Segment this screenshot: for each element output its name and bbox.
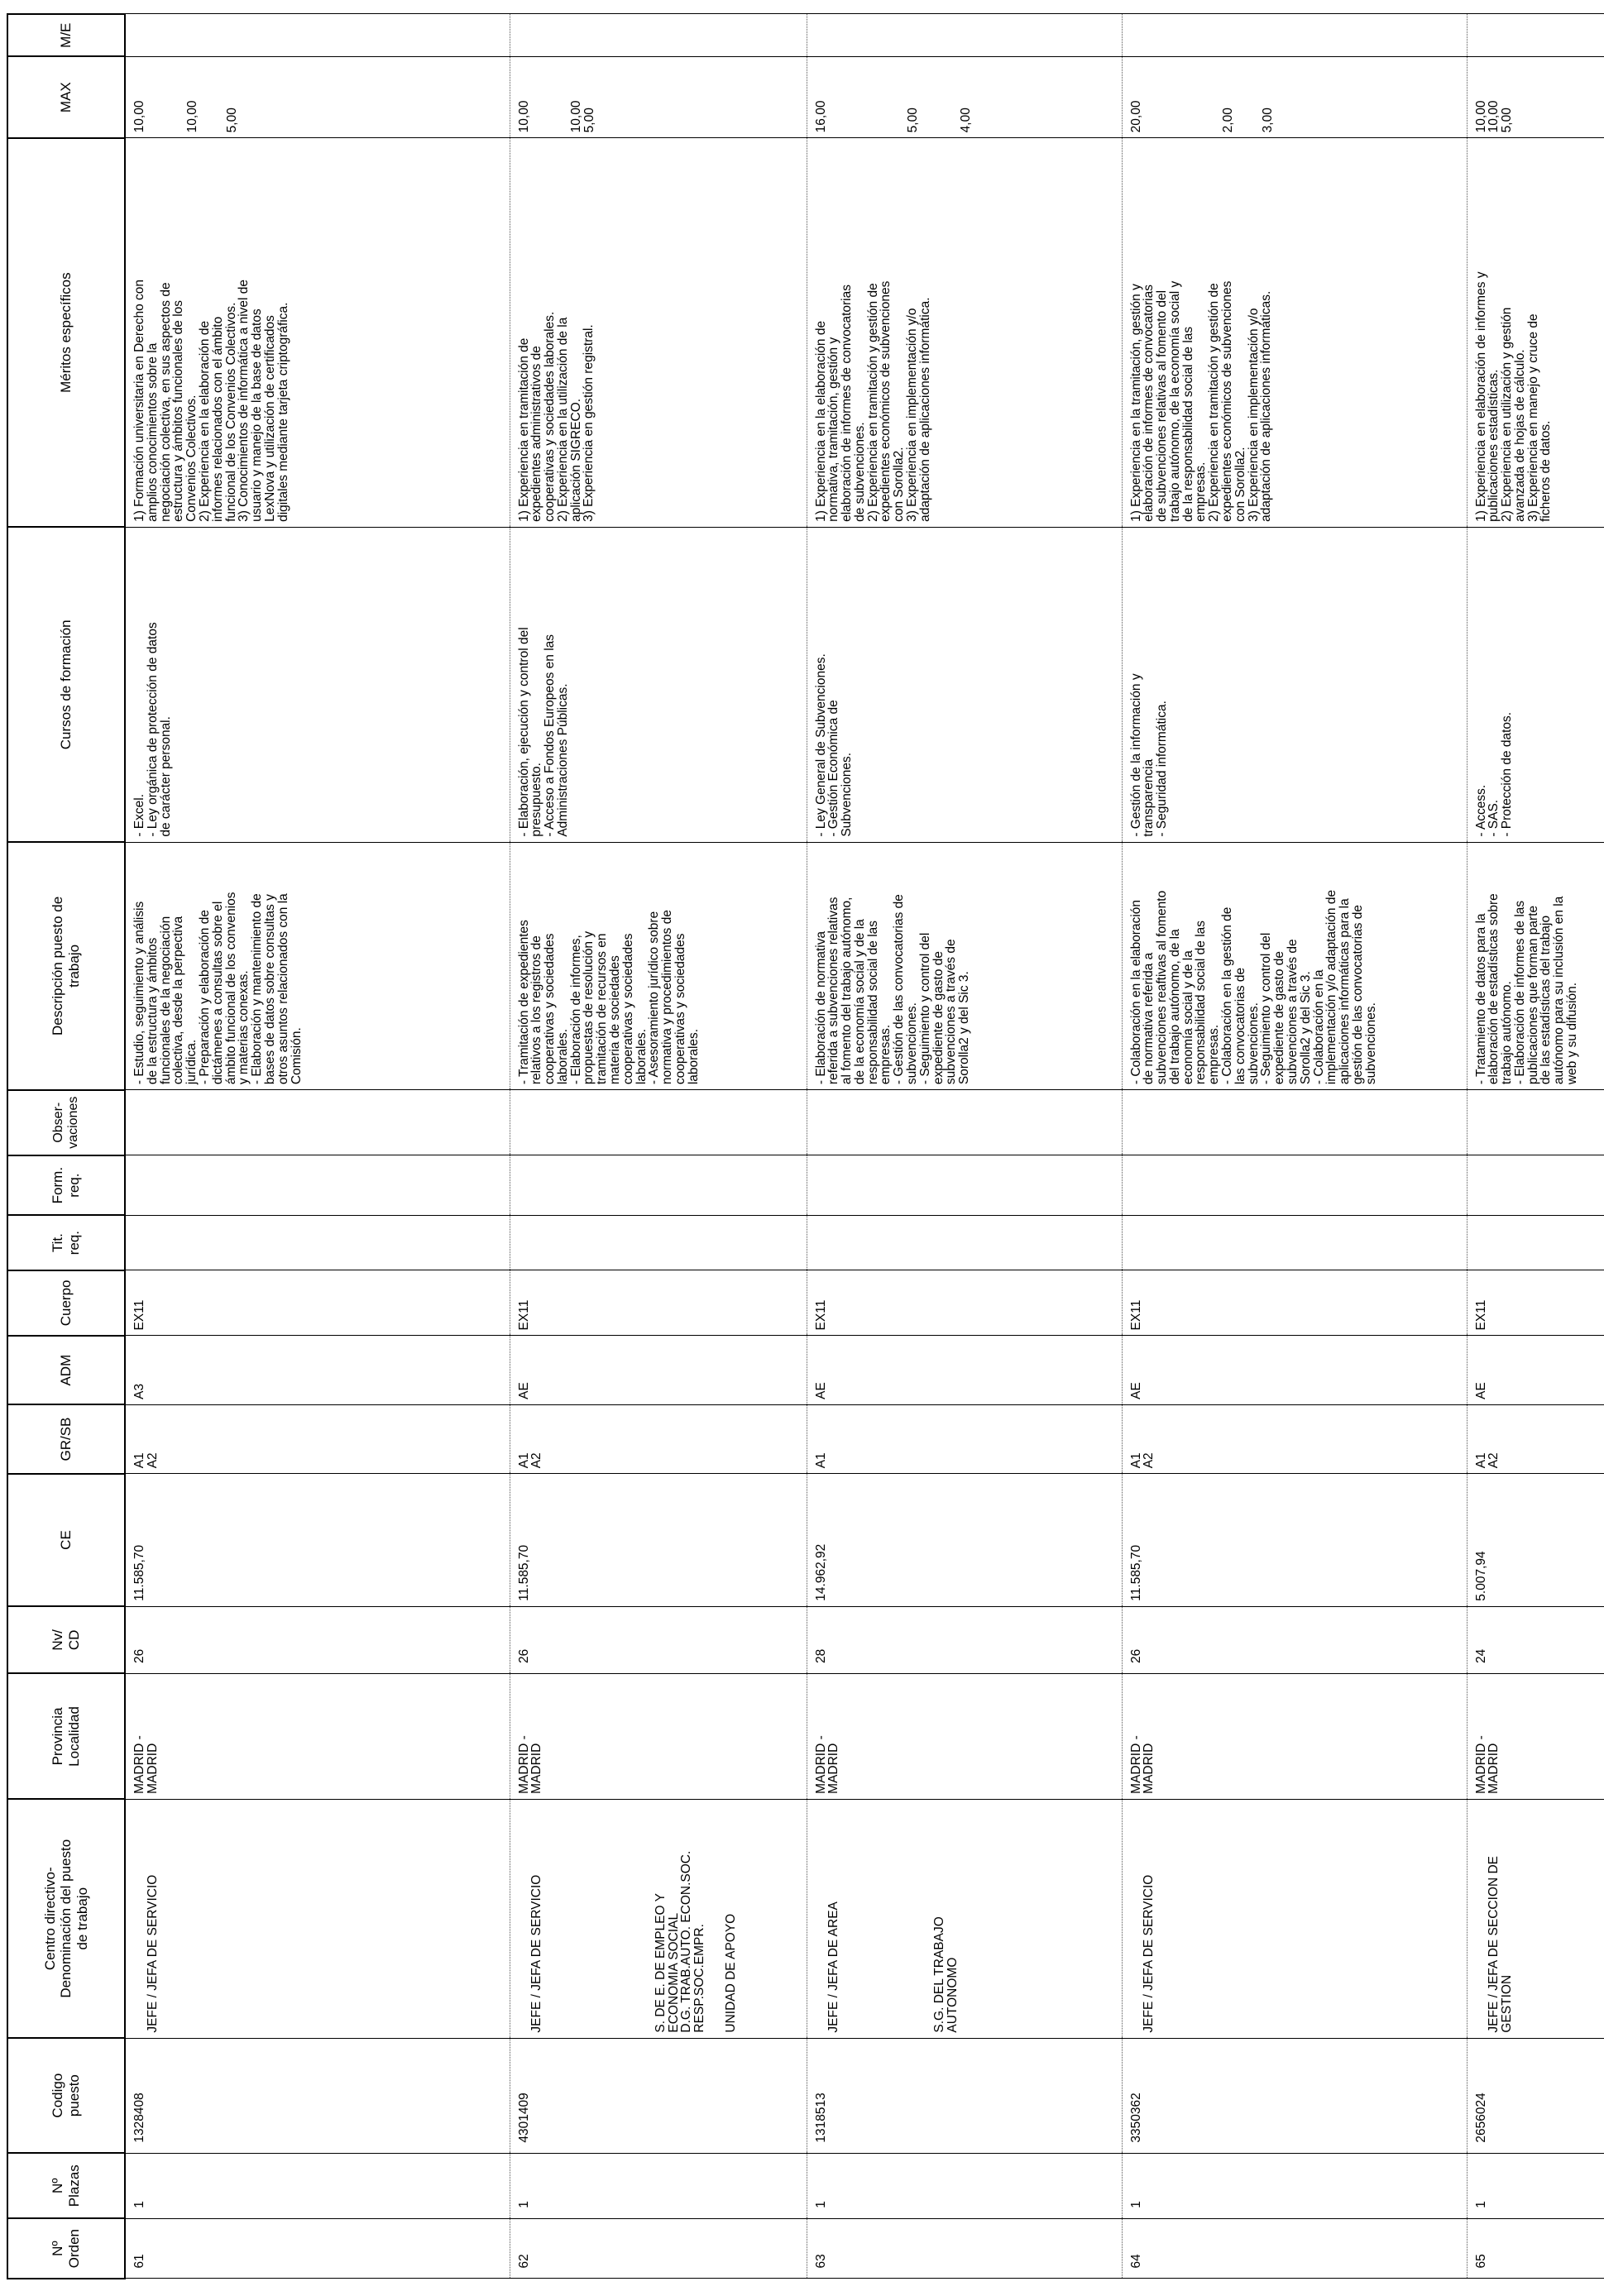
orden-cell: 61 [125,2218,510,2279]
header-adm: ADM [7,1336,125,1404]
obs-cell [807,1090,1122,1155]
plazas-cell: 1 [807,2153,1122,2218]
cursos-cell: - Ley General de Subvenciones. - Gestión Económica de Subvenciones. [807,527,1122,842]
tit-cell [1467,1216,1604,1270]
nivel-cell: 26 [125,1606,510,1673]
descripcion-cell: - Tratamiento de datos para la elaboración de estadísticas sobre trabajo autónomo. - Elaboración de informes de las publicaciones que forman parte de las estadísticas del trabajo autónomo para su inclusión en la web y su difusión. [1467,842,1604,1089]
header-cuerpo: Cuerpo [7,1270,125,1336]
table-row [125,14,510,2279]
header-max: MAX [7,56,125,137]
max-value: 5,00 [582,108,597,133]
orden-cell: 65 [1467,2218,1604,2279]
plazas-cell: 1 [1122,2153,1467,2218]
table-row [1467,14,1604,2279]
ce-cell: 11.585,70 [1122,1474,1467,1606]
job-positions-table [7,13,1604,2279]
puesto-denominacion: JEFE / JEFA DE SECCION DE GESTION [1487,1856,1515,2033]
meritos-cell: 1) Formación universitaria en Derecho con amplios conocimientos sobre la negociación colectiva, en sus aspectos de estructura y ámbitos funcionales de los Convenios Colectivos. 2) Experiencia en la elaboración de informes relacionados con el ámbito funcional de los Convenios Colectivos. 3) Conocimientos de informática a nivel de usuario y manejo de la base de datos LexNova y utilización de certificados digitales mediante tarjeta criptográfica. [125,138,510,528]
centro-cell [510,1799,807,2038]
meritos-cell: 1) Experiencia en tramitación de expedientes administrativos de cooperativas y sociedades laborales. 2) Experiencia en la utilización de la aplicación SIGRECO. 3) Experiencia en gestión registral. [510,138,807,528]
meritos-cell: 1) Experiencia en elaboración de informes y publicaciones estadísticas. 2) Experiencia en utilización y gestión avanzada de hojas de cálculo. 3) Experiencia en manejo y cruce de ficheros de datos. [1467,138,1604,528]
max-cell [510,56,807,137]
puesto-denominacion: JEFE / JEFA DE AREA [826,1901,841,2033]
obs-cell [1122,1090,1467,1155]
meritos-cell: 1) Experiencia en la tramitación, gestión y elaboración de informes de convocatorias de subvenciones relativas al fomento del trabajo autónomo, de la economía social y de la responsabilidad social de las empresas. 2) Experiencia en tramitación y gestión de expedientes económicos de subvenciones con Sorolla2. 3) Experiencia en implementación y/o adaptación de aplicaciones informáticas. [1122,138,1467,528]
obs-cell [510,1090,807,1155]
max-cell [1122,56,1467,137]
unidad-label: S. DE E. DE EMPLEO Y ECONOMIA SOCIAL D.G. TRAB.AUTO. ECON.SOC. RESP.SOC.EMPR. [653,1850,707,2033]
cuerpo-cell: EX11 [1467,1270,1604,1336]
provincia-cell: MADRID - MADRID [1467,1673,1604,1799]
descripcion-cell: - Colaboración en la elaboración de normativa referida a subvenciones reaftivas al fomento del trabajo autónomo, de la economía social y de la responsabilidad social de las empresas. - Colaboración en la gestión de las convocatorias de subvenciones. - Seguimiento y control del expediente de gasto de subvenciones a través de Sorolla2 y del Sic 3. - Colaboración en la implementación y/o adaptación de aplicaciones informáticas para la gestión de las convocatorias de subvenciones. [1122,842,1467,1089]
cursos-cell: - Access. - SAS. - Protección de datos. [1467,527,1604,842]
descripcion-cell: - Elaboración de normativa referida a subvenciones relativas al fomento del trabajo autónomo, de la economía social y de la responsabilidad social de las empresas. - Gestión de las convocatorias de subvenciones. - Seguimiento y control del expediente de gasto de subvenciones a través de Sorolla2 y del Sic 3. [807,842,1122,1089]
adm-cell: AE [510,1336,807,1404]
header-cursos: Cursos de formación [7,527,125,842]
adm-cell: AE [1467,1336,1604,1404]
nivel-cell: 26 [1122,1606,1467,1673]
tit-cell [510,1216,807,1270]
ce-cell: 5.007,94 [1467,1474,1604,1606]
max-value: 5,00 [224,108,239,133]
orden-cell: 62 [510,2218,807,2279]
table-row [1122,14,1467,2279]
descripcion-cell: - Tramitación de expedientes relativos a los registros de cooperativas y sociedades laborales. - Elaboración de informes, propuestas de resolución y tramitación de recursos en materia de sociedades cooperativas y sociedades laborales. - Asesoramiento jurídico sobre normativa y procedimientos de cooperativas y sociedades laborales. [510,842,807,1089]
header-form: Form. req. [7,1155,125,1216]
codigo-cell: 3350362 [1122,2038,1467,2153]
orden-cell: 63 [807,2218,1122,2279]
table-row [510,14,807,2279]
form-cell [1122,1155,1467,1216]
me-cell [125,14,510,56]
grsb-cell: A1 A2 [1467,1404,1604,1473]
me-cell [1467,14,1604,56]
puesto-denominacion: JEFE / JEFA DE SERVICIO [145,1874,160,2033]
orden-cell: 64 [1122,2218,1467,2279]
me-cell [807,14,1122,56]
subunidad-label: UNIDAD DE APOYO [723,1913,738,2033]
max-cell [125,56,510,137]
max-cell [1467,56,1604,137]
ce-cell: 14.962,92 [807,1474,1122,1606]
obs-cell [125,1090,510,1155]
tit-cell [125,1216,510,1270]
cuerpo-cell: EX11 [125,1270,510,1336]
cuerpo-cell: EX11 [510,1270,807,1336]
centro-cell [807,1799,1122,2038]
form-cell [1467,1155,1604,1216]
table-header-row [7,14,125,2279]
centro-cell [125,1799,510,2038]
header-me: M/E [7,14,125,56]
max-value: 16,00 [813,100,828,133]
max-cell [807,56,1122,137]
header-provincia: Provincia Localidad [7,1673,125,1799]
codigo-cell: 4301409 [510,2038,807,2153]
codigo-cell: 1318513 [807,2038,1122,2153]
grsb-cell: A1 [807,1404,1122,1473]
provincia-cell: MADRID - MADRID [807,1673,1122,1799]
codigo-cell: 1328408 [125,2038,510,2153]
max-value: 3,00 [1261,108,1276,133]
plazas-cell: 1 [510,2153,807,2218]
cuerpo-cell: EX11 [807,1270,1122,1336]
me-cell [510,14,807,56]
grsb-cell: A1 A2 [510,1404,807,1473]
header-descripcion: Descripción puesto de trabajo [7,842,125,1089]
nivel-cell: 28 [807,1606,1122,1673]
cursos-cell: - Gestión de la información y transparencia - Seguridad informática. [1122,527,1467,842]
me-cell [1122,14,1467,56]
header-meritos: Méritos específicos [7,138,125,528]
form-cell [807,1155,1122,1216]
provincia-cell: MADRID - MADRID [125,1673,510,1799]
adm-cell: A3 [125,1336,510,1404]
header-grsb: GR/SB [7,1404,125,1473]
max-value: 20,00 [1128,100,1143,133]
header-codigo: Codigo puesto [7,2038,125,2153]
max-value: 10,00 [1473,100,1488,133]
plazas-cell: 1 [1467,2153,1604,2218]
table-row [807,14,1122,2279]
meritos-cell: 1) Experiencia en la elaboración de normativa, tramitación, gestión y elaboración de informes de convocatorias de subvenciones. 2) Experiencia en tramitación y gestión de expedientes económicos de subvenciones con Sorolla2. 3) Experiencia en implementación y/o adaptación de aplicaciones informática. [807,138,1122,528]
codigo-cell: 2656024 [1467,2038,1604,2153]
header-centro: Centro directivo- Denominación del puesto de trabajo [7,1799,125,2038]
adm-cell: AE [1122,1336,1467,1404]
max-value: 2,00 [1221,108,1236,133]
max-value: 10,00 [132,100,146,133]
obs-cell [1467,1090,1604,1155]
ce-cell: 11.585,70 [510,1474,807,1606]
header-orden: Nº Orden [7,2218,125,2279]
header-tit: Tit. req. [7,1216,125,1270]
max-value: 10,00 [516,100,531,133]
max-value: 4,00 [959,108,974,133]
grsb-cell: A1 A2 [125,1404,510,1473]
nivel-cell: 26 [510,1606,807,1673]
plazas-cell: 1 [125,2153,510,2218]
header-nivel: Nv/ CD [7,1606,125,1673]
centro-cell [1122,1799,1467,2038]
max-value: 10,00 [1487,100,1501,133]
header-ce: CE [7,1474,125,1606]
form-cell [125,1155,510,1216]
puesto-denominacion: JEFE / JEFA DE SERVICIO [1142,1874,1156,2033]
max-value: 10,00 [569,100,584,133]
provincia-cell: MADRID - MADRID [510,1673,807,1799]
tit-cell [1122,1216,1467,1270]
puesto-denominacion: JEFE / JEFA DE SERVICIO [529,1874,544,2033]
max-value: 5,00 [906,108,921,133]
cursos-cell: - Elaboración, ejecución y control del presupuesto. - Acceso a Fondos Europeos en las Administraciones Públicas. [510,527,807,842]
descripcion-cell: - Estudio, seguimiento y análisis de la estructura y ámbitos funcionales de la negociación colectiva, desde la perpectiva jurídica. - Preparación y elaboración de dictámenes a consultas sobre el ámbito funcional de los convenios y materias conexas. - Elaboración y mantenimiento de bases de datos sobre consultas y otros asuntos relacionados con la Comisión. [125,842,510,1089]
form-cell [510,1155,807,1216]
header-obs: Obser- vaciones [7,1090,125,1155]
cursos-cell: - Excel. - Ley orgánica de protección de datos de carácter personal. [125,527,510,842]
max-value: 10,00 [184,100,199,133]
centro-cell [1467,1799,1604,2038]
header-plazas: Nº Plazas [7,2153,125,2218]
nivel-cell: 24 [1467,1606,1604,1673]
unidad-label: S.G. DEL TRABAJO AUTONOMO [931,1916,960,2033]
cuerpo-cell: EX11 [1122,1270,1467,1336]
adm-cell: AE [807,1336,1122,1404]
max-value: 5,00 [1500,108,1515,133]
grsb-cell: A1 A2 [1122,1404,1467,1473]
ce-cell: 11.585,70 [125,1474,510,1606]
tit-cell [807,1216,1122,1270]
provincia-cell: MADRID - MADRID [1122,1673,1467,1799]
